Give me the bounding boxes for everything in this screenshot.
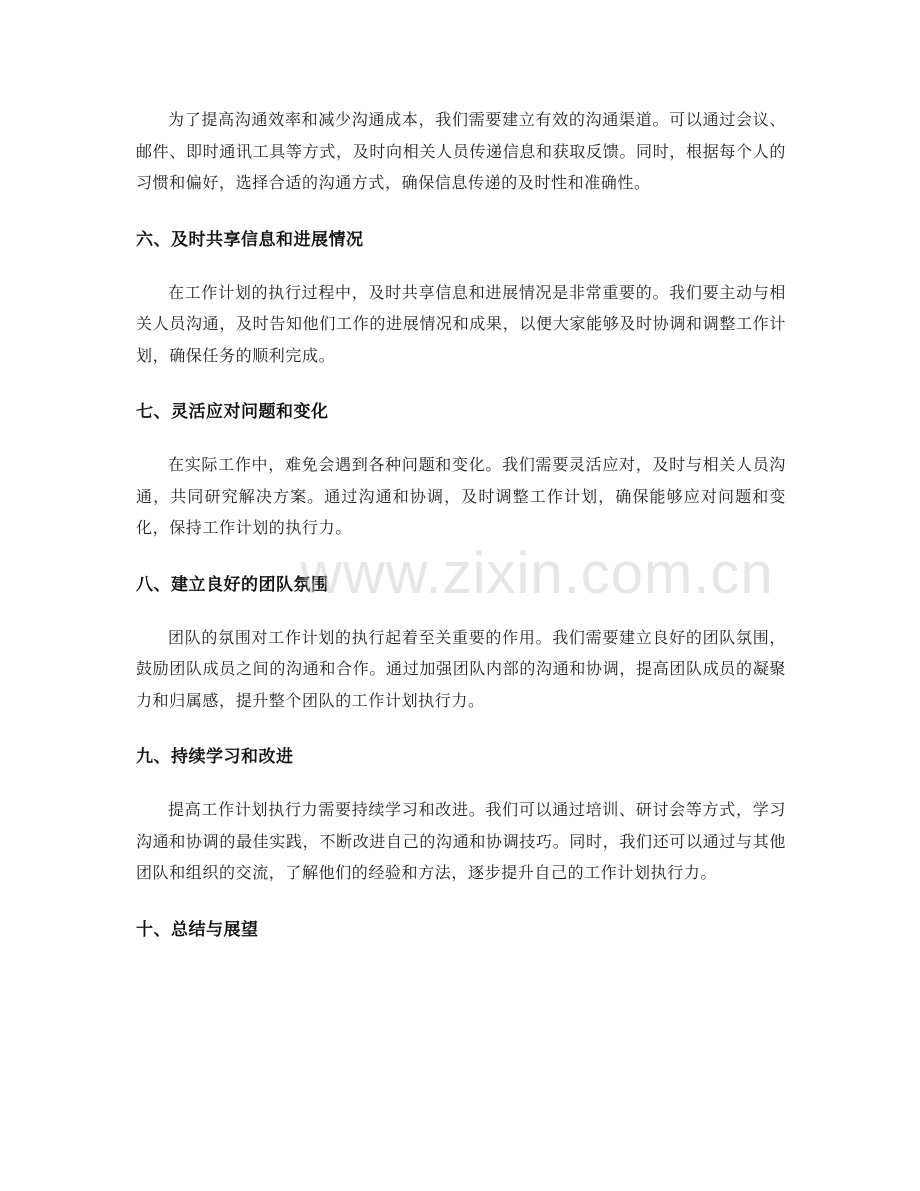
heading-section-9: 九、持续学习和改进 xyxy=(136,747,294,767)
paragraph-section-9: 提高工作计划执行力需要持续学习和改进。我们可以通过培训、研讨会等方式，学习沟通和协调的最佳实践，不断改进自己的沟通和协调技巧。同时，我们还可以通过与其他团队和组织的交流，了解他们的经验和方法，逐步提升自己的工作计划执行力。 xyxy=(136,800,786,882)
document-body xyxy=(136,104,786,945)
paragraph-intro: 为了提高沟通效率和减少沟通成本，我们需要建立有效的沟通渠道。可以通过会议、邮件、即时通讯工具等方式，及时向相关人员传递信息和获取反馈。同时，根据每个人的习惯和偏好，选择合适的沟通方式，确保信息传递的及时性和准确性。 xyxy=(136,110,786,192)
heading-section-7: 七、灵活应对问题和变化 xyxy=(136,402,329,422)
heading-section-6: 六、及时共享信息和进展情况 xyxy=(136,229,364,250)
paragraph-section-7: 在实际工作中，难免会遇到各种问题和变化。我们需要灵活应对，及时与相关人员沟通，共同研究解决方案。通过沟通和协调，及时调整工作计划，确保能够应对问题和变化，保持工作计划的执行力。 xyxy=(136,455,786,537)
paragraph-section-6: 在工作计划的执行过程中，及时共享信息和进展情况是非常重要的。我们要主动与相关人员沟通，及时告知他们工作的进展情况和成果，以便大家能够及时协调和调整工作计划，确保任务的顺利完成。 xyxy=(136,282,786,365)
paragraph-section-8: 团队的氛围对工作计划的执行起着至关重要的作用。我们需要建立良好的团队氛围，鼓励团队成员之间的沟通和合作。通过加强团队内部的沟通和协调，提高团队成员的凝聚力和归属感，提升整个团队的工作计划执行力。 xyxy=(136,627,786,710)
heading-section-8: 八、建立良好的团队氛围 xyxy=(136,574,329,595)
watermark-text: www.zixin.com.cn xyxy=(300,541,774,606)
heading-section-10: 十、总结与展望 xyxy=(136,919,259,940)
